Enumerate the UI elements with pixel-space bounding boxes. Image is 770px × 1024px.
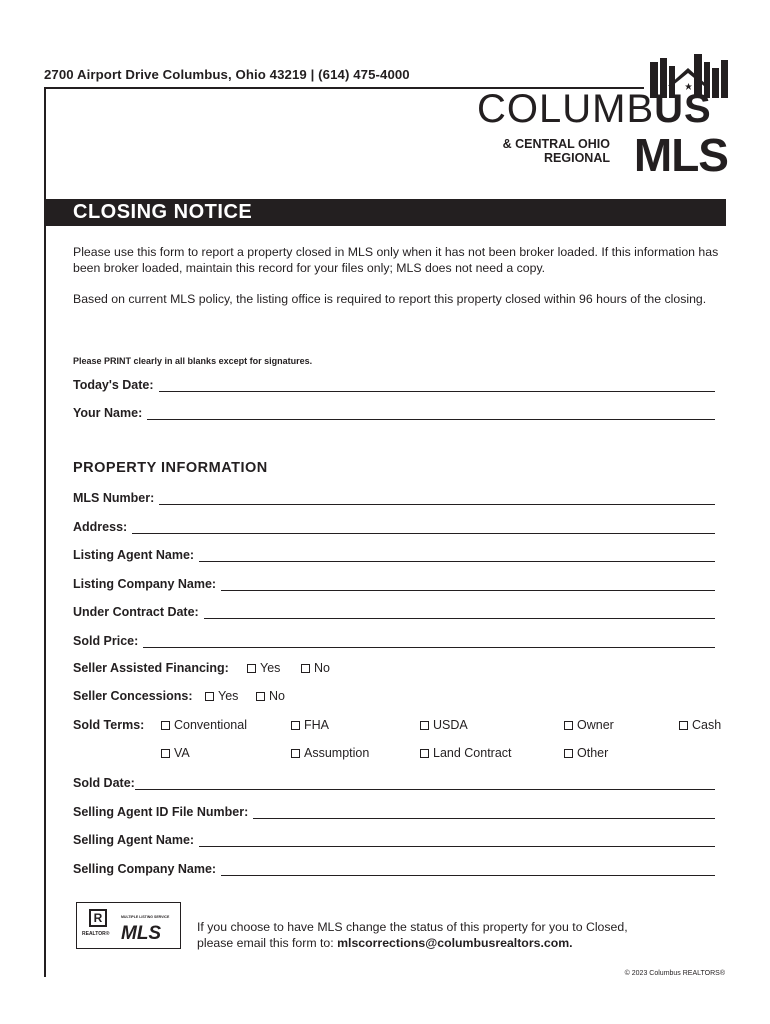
listing-agent-label: Listing Agent Name: <box>73 548 195 562</box>
sold-terms-label: Sold Terms: <box>73 718 145 732</box>
seller-concessions-no-label: No <box>269 689 285 703</box>
under-contract-line[interactable] <box>204 605 715 619</box>
sold-terms-option-label: Land Contract <box>433 746 512 760</box>
checkbox-icon[interactable] <box>564 721 573 730</box>
under-contract-label: Under Contract Date: <box>73 605 199 619</box>
under-contract-field[interactable] <box>73 603 715 619</box>
seller-concessions-yes-label: Yes <box>218 689 239 703</box>
checkbox-icon[interactable] <box>301 664 310 673</box>
footer-line-2 <box>197 935 628 951</box>
intro-paragraph-2: Based on current MLS policy, the listing office is required to report this property closed within 96 hours of the closing. <box>73 292 707 306</box>
logo-word-bold: US <box>654 87 712 131</box>
checkbox-icon[interactable] <box>256 692 265 701</box>
sold-date-field[interactable] <box>73 774 715 790</box>
footer-line-1: If you choose to have MLS change the status of this property for you to Closed, <box>197 920 628 934</box>
selling-agent-id-label: Selling Agent ID File Number: <box>73 805 249 819</box>
your-name-line[interactable] <box>147 406 715 420</box>
sold-terms-option-label: VA <box>174 746 190 760</box>
realtor-mls-wordmark: MLS <box>121 923 162 944</box>
copyright: © 2023 Columbus REALTORS® <box>624 970 725 977</box>
checkbox-icon[interactable] <box>420 749 429 758</box>
checkbox-icon[interactable] <box>161 721 170 730</box>
realtor-r-icon: R <box>89 909 107 927</box>
sold-terms-option-label: Owner <box>577 718 614 732</box>
listing-company-field[interactable] <box>73 575 715 591</box>
sold-terms-fha[interactable] <box>291 718 329 732</box>
footer-note <box>197 919 628 951</box>
checkbox-icon[interactable] <box>161 749 170 758</box>
mls-number-field[interactable] <box>73 489 715 505</box>
sold-price-line[interactable] <box>143 634 715 648</box>
todays-date-label: Today's Date: <box>73 378 154 392</box>
checkbox-icon[interactable] <box>679 721 688 730</box>
print-note: Please PRINT clearly in all blanks except for signatures. <box>73 356 313 366</box>
seller-financing-yes-label: Yes <box>260 661 281 675</box>
checkbox-icon[interactable] <box>420 721 429 730</box>
checkbox-icon[interactable] <box>564 749 573 758</box>
sold-price-label: Sold Price: <box>73 634 139 648</box>
listing-company-line[interactable] <box>221 577 715 591</box>
sold-terms-usda[interactable] <box>420 718 468 732</box>
todays-date-line[interactable] <box>159 378 715 392</box>
sold-terms-owner[interactable] <box>564 718 614 732</box>
todays-date-field[interactable] <box>73 376 715 392</box>
seller-financing-yes[interactable] <box>247 661 280 675</box>
sold-terms-row-2 <box>73 746 673 762</box>
logo-sub-line1: & CENTRAL OHIO <box>502 137 610 151</box>
listing-agent-field[interactable] <box>73 546 715 562</box>
selling-agent-id-field[interactable] <box>73 803 715 819</box>
sold-terms-cash[interactable] <box>679 718 721 732</box>
section-title: PROPERTY INFORMATION <box>73 460 268 476</box>
realtor-mls-logo <box>76 902 181 949</box>
sold-terms-conventional[interactable] <box>161 718 247 732</box>
logo-sub-line2: REGIONAL <box>544 151 610 166</box>
title-bar <box>46 199 726 226</box>
seller-concessions-no[interactable] <box>256 689 285 703</box>
checkbox-icon[interactable] <box>291 721 300 730</box>
sold-terms-option-label: USDA <box>433 718 468 732</box>
logo-subtitle <box>503 137 610 166</box>
selling-company-line[interactable] <box>221 862 715 876</box>
seller-financing-label: Seller Assisted Financing: <box>73 661 229 675</box>
page-title: CLOSING NOTICE <box>73 201 253 223</box>
your-name-label: Your Name: <box>73 406 143 420</box>
selling-agent-name-field[interactable] <box>73 831 715 847</box>
address-field[interactable] <box>73 518 715 534</box>
checkbox-icon[interactable] <box>247 664 256 673</box>
selling-company-label: Selling Company Name: <box>73 862 217 876</box>
sold-price-field[interactable] <box>73 632 715 648</box>
your-name-field[interactable] <box>73 404 715 420</box>
selling-agent-name-line[interactable] <box>199 833 715 847</box>
sold-terms-row-1 <box>73 718 729 734</box>
sold-terms-assumption[interactable] <box>291 746 369 760</box>
intro-paragraph-1: Please use this form to report a property closed in MLS only when it has not been broker loaded. If this information has been broker loaded, maintain this record for your files only; MLS does not need a copy. <box>73 245 719 275</box>
mls-number-label: MLS Number: <box>73 491 155 505</box>
mls-number-line[interactable] <box>159 491 715 505</box>
selling-company-field[interactable] <box>73 860 715 876</box>
logo-mls: MLS <box>633 129 728 181</box>
realtor-label: REALTOR® <box>82 931 110 937</box>
seller-financing-no[interactable] <box>301 661 330 675</box>
address-line[interactable] <box>132 520 715 534</box>
sold-terms-other[interactable] <box>564 746 608 760</box>
seller-concessions-yes[interactable] <box>205 689 238 703</box>
header-address: 2700 Airport Drive Columbus, Ohio 43219 | (614) 475-4000 <box>44 67 410 82</box>
seller-financing-no-label: No <box>314 661 330 675</box>
checkbox-icon[interactable] <box>291 749 300 758</box>
listing-company-label: Listing Company Name: <box>73 577 217 591</box>
seller-financing-row <box>73 661 473 677</box>
address-label: Address: <box>73 520 128 534</box>
sold-terms-option-label: Assumption <box>304 746 370 760</box>
selling-agent-name-label: Selling Agent Name: <box>73 833 195 847</box>
sold-date-line[interactable] <box>135 776 715 790</box>
selling-agent-id-line[interactable] <box>253 805 715 819</box>
sold-terms-va[interactable] <box>161 746 190 760</box>
columbus-mls-logo <box>472 44 730 181</box>
listing-agent-line[interactable] <box>199 548 715 562</box>
sold-terms-option-label: Other <box>577 746 609 760</box>
sold-terms-option-label: Cash <box>692 718 722 732</box>
footer-line-2-prefix: please email this form to: <box>197 936 338 950</box>
sold-terms-option-label: Conventional <box>174 718 247 732</box>
seller-concessions-label: Seller Concessions: <box>73 689 193 703</box>
sold-terms-land-contract[interactable] <box>420 746 512 760</box>
seller-concessions-row <box>73 689 473 705</box>
checkbox-icon[interactable] <box>205 692 214 701</box>
sold-date-label: Sold Date: <box>73 776 135 790</box>
sold-terms-option-label: FHA <box>304 718 329 732</box>
mls-service-label: MULTIPLE LISTING SERVICE <box>121 915 170 919</box>
logo-wordmark <box>477 89 712 129</box>
logo-word-regular: COLUMB <box>477 87 655 131</box>
footer-email[interactable]: mlscorrections@columbusrealtors.com. <box>337 936 573 950</box>
